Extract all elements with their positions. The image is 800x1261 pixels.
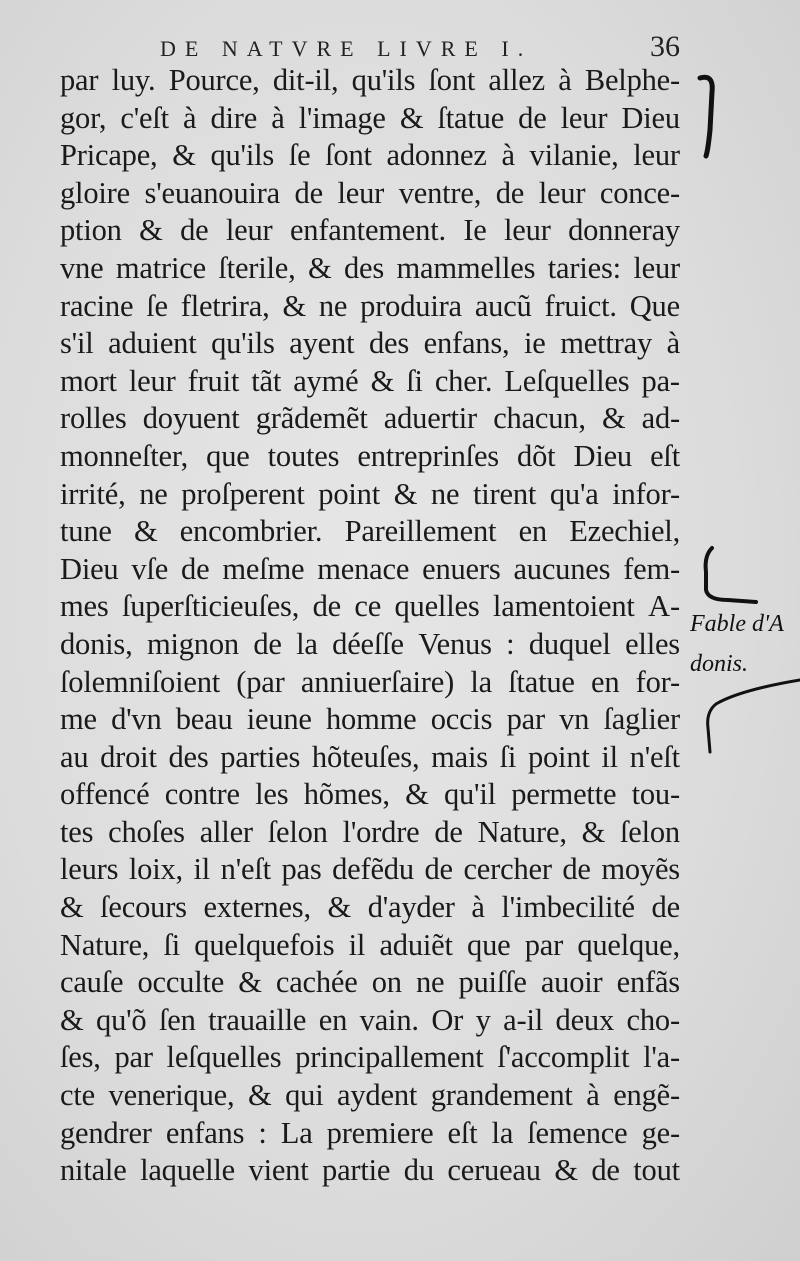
text-line: mes ſuperſticieuſes, de ce quelles lamentoient A- [60, 589, 680, 624]
text-line: irrité, ne proſperent point & ne tirent qu'a infor- [60, 476, 680, 511]
text-line: ſolemniſoient (par anniuerſaire) la ſtatue en for- [60, 664, 680, 699]
margin-bracket-note-bottom [708, 680, 800, 752]
text-line: Nature, ſi quelquefois il aduiẽt que par quelque, [60, 927, 680, 962]
text-line: cauſe occulte & cachée on ne puiſſe auoir enfãs [60, 965, 680, 1000]
text-line: donis, mignon de la déeſſe Venus : duquel elles [60, 626, 680, 661]
marginal-note [690, 604, 800, 684]
text-line: Dieu vſe de meſme menace enuers aucunes fem- [60, 551, 680, 586]
margin-bracket-top [700, 77, 712, 156]
text-line: leurs loix, il n'eſt pas defẽdu de cercher de moyẽs [60, 852, 680, 887]
text-line: tes choſes aller ſelon l'ordre de Nature, & ſelon [60, 814, 680, 849]
marginal-note-line: donis. [690, 651, 749, 677]
page-number: 36 [650, 30, 680, 63]
running-head: DE NATVRE LIVRE I. [160, 36, 533, 61]
text-line: monneſter, que toutes entreprinſes dõt Dieu eſt [60, 438, 680, 473]
text-line: me d'vn beau ieune homme occis par vn ſaglier [60, 702, 680, 737]
text-line: gloire s'euanouira de leur ventre, de leur conce- [60, 175, 680, 210]
text-line: ſes, par leſquelles principallement ſ'accomplit l'a- [60, 1040, 680, 1075]
text-line: & ſecours externes, & d'ayder à l'imbecilité de [60, 890, 680, 925]
text-line: par luy. Pource, dit-il, qu'ils ſont allez à Belphe- [60, 63, 680, 97]
text-line: nitale laquelle vient partie du cerueau & de tout [60, 1153, 680, 1188]
margin-bracket-note-top [706, 548, 756, 602]
text-line: mort leur fruit tãt aymé & ſi cher. Leſquelles pa- [60, 363, 680, 398]
text-line: ption & de leur enfantement. Ie leur donneray [60, 213, 680, 248]
text-line: Pricape, & qu'ils ſe ſont adonnez à vilanie, leur [60, 138, 680, 173]
text-line: s'il aduient qu'ils ayent des enfans, ie mettray à [60, 326, 680, 361]
text-line: gendrer enfans : La premiere eſt la ſemence ge- [60, 1115, 680, 1150]
text-line: offencé contre les hõmes, & qu'il permette tou- [60, 777, 680, 812]
text-line: vne matrice ſterile, & des mammelles taries: leur [60, 250, 680, 285]
text-line: racine ſe fletrira, & ne produira aucũ fruict. Que [60, 288, 680, 323]
text-line: & qu'õ ſen trauaille en vain. Or y a-il deux cho- [60, 1002, 680, 1037]
text-line: tune & encombrier. Pareillement en Ezechiel, [60, 514, 680, 549]
body-text-block [60, 62, 680, 1190]
text-line: rolles doyuent grãdemẽt aduertir chacun, & ad- [60, 401, 680, 436]
text-line: gor, c'eſt à dire à l'image & ſtatue de leur Dieu [60, 100, 680, 135]
text-line: au droit des parties hõteuſes, mais ſi point il n'eſt [60, 739, 680, 774]
marginal-note-line: Fable d'A [690, 611, 784, 637]
text-line: cte venerique, & qui aydent grandement à engẽ- [60, 1078, 680, 1113]
